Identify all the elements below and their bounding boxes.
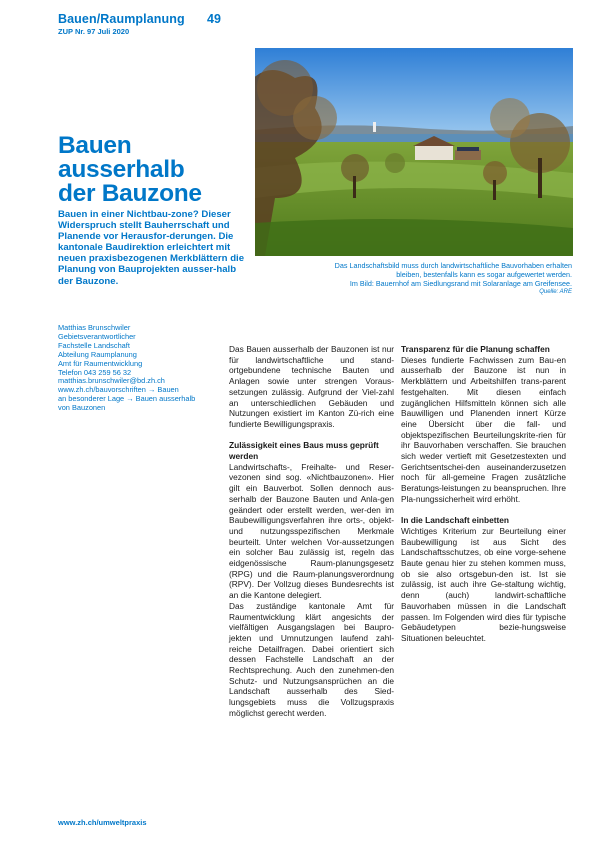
title-line: der Bauzone [58, 180, 202, 207]
contact-phone[interactable]: Telefon 043 259 56 32 [58, 367, 132, 377]
contact-department: Fachstelle Landschaft [58, 340, 130, 350]
landscape-photo [255, 48, 573, 256]
title-line: Bauen [58, 132, 132, 159]
contact-link[interactable]: von Bauzonen [58, 403, 106, 413]
subheading: In die Landschaft einbetten [401, 515, 510, 526]
photo-credit: Quelle: ARE [539, 289, 572, 296]
body-column-1 [229, 344, 394, 719]
contact-role: Gebietsverantwortlicher [58, 331, 136, 341]
subheading: Transparenz für die Planung schaffen [401, 344, 550, 354]
body-paragraph: Landwirtschafts-, Freihalte- und Reser-vezonen sind sog. «Nichtbauzonen». Hier gilt ein Bauverbot. Sollen dennoch aus-serhalb der Bauzone Bauten und Anla-gen geändert oder erstellt werden, wer-den im Baubewilligungsverfahren ihre orts-, objekt- und nutzungsspezifischen Merkmale beurteilt. Unter welchen Vor-aussetzungen ein solcher Bau zulässig ist, regeln das eidgenössische Raum-planungsgesetz (RPG) und die Raum-planungsverordnung (RPV). Der Vollzug dieses Bundesrechts ist an die Kantone delegiert. [229, 461, 394, 601]
contact-department: Abteilung Raumplanung [58, 349, 137, 359]
contact-name: Matthias Brunschwiler [58, 323, 131, 332]
title-line: ausserhalb [58, 156, 185, 183]
photo-caption [242, 262, 572, 297]
issue-label: ZUP Nr. 97 Juli 2020 [58, 27, 130, 36]
page-number: 49 [207, 12, 221, 26]
contact-office: Amt für Raumentwicklung [58, 358, 143, 368]
contact-email[interactable]: matthias.brunschwiler@bd.zh.ch [58, 376, 165, 386]
contact-block [58, 324, 248, 413]
article-lead: Bauen in einer Nichtbau-zone? Dieser Widerspruch stellt Bauherrschaft und Planende vor Herausfor-derungen. Die kantonale Baudirektion erleichtert mit neuen praxisbezogenen Merkblättern die Planung von Bauprojekten ausser-halb der Bauzone. [58, 209, 245, 287]
caption-line: Im Bild: Bauernhof am Siedlungsrand mit Solaranlage am Greifensee. [349, 278, 572, 288]
subheading: Zulässigkeit eines Baus muss geprüft werden [229, 440, 379, 462]
contact-link[interactable]: www.zh.ch/bauvorschriften → Bauen [58, 385, 179, 395]
footer-url[interactable]: www.zh.ch/umweltpraxis [58, 818, 147, 827]
article-title [58, 134, 248, 206]
body-paragraph: Das zuständige kantonale Amt für Raumentwicklung klärt angesichts der vielfältigen Ausgangslagen bei Baupro-jekten und Umnutzungen laufend zahl-reiche Detailfragen. Dabei orientiert sich dessen Fachstelle Landschaft an der Rechtsprechung. Auch den zunehmen-den Schutz- und Nutzungsansprüchen an die Landschaft ausserhalb des Sied-lungsgebiets muss die Vollzugspraxis möglichst gerecht werden. [229, 600, 394, 718]
body-paragraph: Das Bauen ausserhalb der Bauzonen ist nur für landwirtschaftliche und stand-ortgebundene technische Bauten und Anlagen sowie unter strengen Voraus-setzungen zulässig. Aufgrund der Viel-zahl an unterschiedlichen Gebäuden und Nutzungen existiert im Kanton Zü-rich eine fundierte Bewilligungspraxis. [229, 344, 394, 429]
contact-link[interactable]: an besonderer Lage → Bauen ausserhalb [58, 394, 196, 404]
body-paragraph: Wichtiges Kriterium zur Beurteilung einer Baubewilligung ist aus Sicht des Landschaftsschutzes, ob eine vorge-sehene Baute genau hier zu stehen kommen muss, ob sie also ortsgebun-den ist. Ist sie zulässig, ist auch ihre Ge-staltung wichtig, denn (auch) landwirt-schaftliche Bauvorhaben müssen in die Landschaft passen. Im Folgenden wird dies für typische Gebäudetypen bezie-hungsweise Situationen beleuchtet. [401, 525, 566, 643]
section-title: Bauen/Raumplanung [58, 12, 185, 26]
body-paragraph: Dieses fundierte Fachwissen zum Bau-en ausserhalb der Bauzone ist nun in Merkblättern und Arbeitshilfen trans-parent festgehalten. Mit diesen einfach zugänglichen Hilfsmitteln können sich alle Bauwilligen und Planenden innert Kürze eine Übersicht über die fall- und objektspezifischen Beurteilungskrite-rien für ihr Bauvorhaben verschaffen. Sie brauchen sich weder vertieft mit Gesetzestexten und Gerichtsentschei-den auseinanderzusetzen noch für all-gemeine Fragen zusätzliche Beratungs-leistungen zu beanspruchen. Ihre Pla-nungssicherheit wird erhöht. [401, 354, 566, 504]
caption-line: Das Landschaftsbild muss durch landwirtschaftliche Bauvorhaben erhalten [334, 261, 572, 270]
caption-line: bleiben, bestenfalls kann es sogar aufgewertet werden. [396, 269, 572, 279]
body-column-2 [401, 344, 566, 644]
